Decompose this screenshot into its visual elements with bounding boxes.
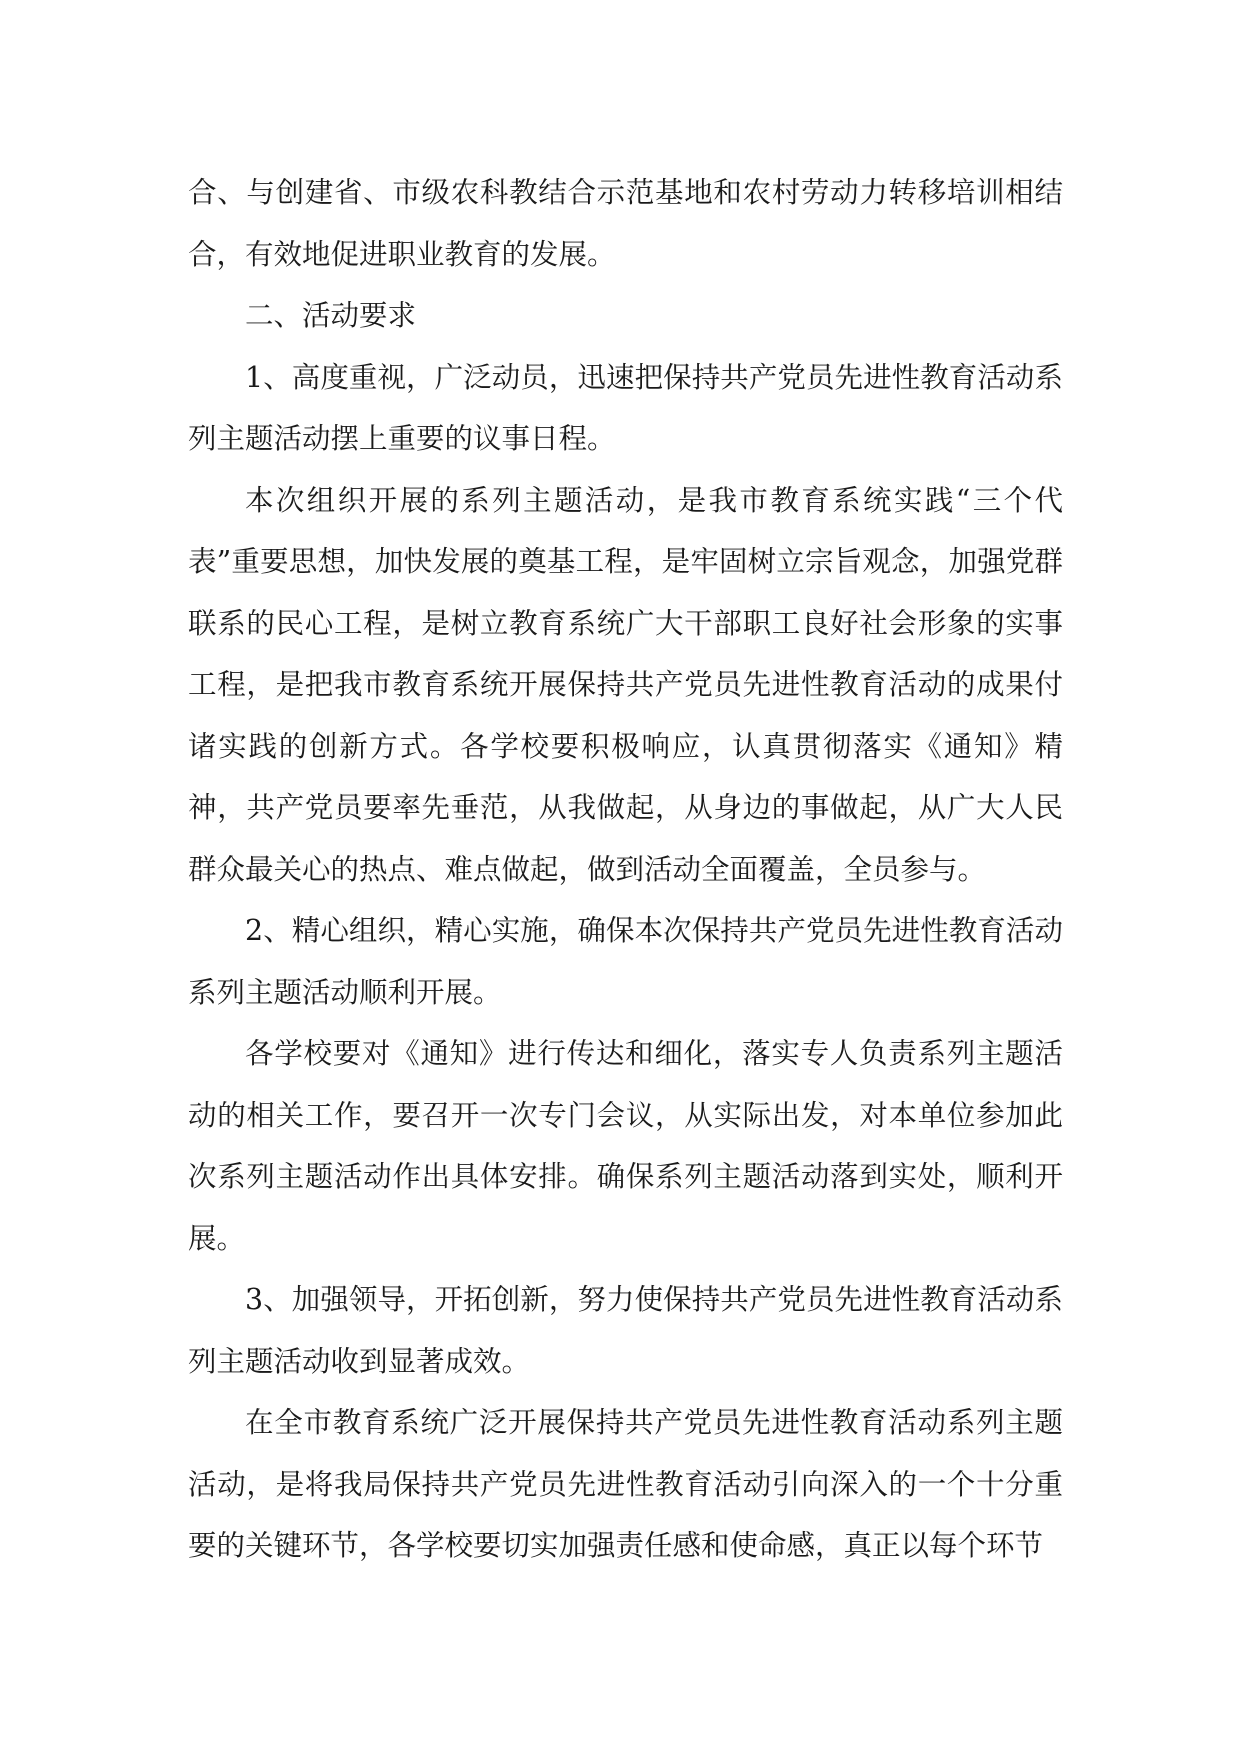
requirement-1-heading: 1、高度重视，广泛动员，迅速把保持共产党员先进性教育活动系列主题活动摆上重要的议事日程。 (188, 360, 1063, 455)
document-body (188, 162, 1063, 1577)
requirement-3-body: 在全市教育系统广泛开展保持共产党员先进性教育活动系列主题活动，是将我局保持共产党员先进性教育活动引向深入的一个十分重要的关键环节，各学校要切实加强责任感和使命感，真正以每个环节 (188, 1406, 1063, 1562)
requirement-3-heading: 3、加强领导，开拓创新，努力使保持共产党员先进性教育活动系列主题活动收到显著成效。 (188, 1283, 1063, 1378)
requirement-2-body: 各学校要对《通知》进行传达和细化，落实专人负责系列主题活动的相关工作，要召开一次专门会议，从实际出发，对本单位参加此次系列主题活动作出具体安排。确保系列主题活动落到实处，顺利开展。 (188, 1037, 1063, 1255)
section-heading-activity-requirements: 二、活动要求 (245, 299, 417, 332)
paragraph-continuation: 合、与创建省、市级农科教结合示范基地和农村劳动力转移培训相结合，有效地促进职业教育的发展。 (188, 176, 1063, 271)
requirement-2-heading: 2、精心组织，精心实施，确保本次保持共产党员先进性教育活动系列主题活动顺利开展。 (188, 914, 1063, 1009)
requirement-1-body: 本次组织开展的系列主题活动，是我市教育系统实践“三个代表”重要思想，加快发展的奠基工程，是牢固树立宗旨观念，加强党群联系的民心工程，是树立教育系统广大干部职工良好社会形象的实事工程，是把我市教育系统开展保持共产党员先进性教育活动的成果付诸实践的创新方式。各学校要积极响应，认真贯彻落实《通知》精神，共产党员要率先垂范，从我做起，从身边的事做起，从广大人民群众最关心的热点、难点做起，做到活动全面覆盖，全员参与。 (188, 483, 1063, 886)
